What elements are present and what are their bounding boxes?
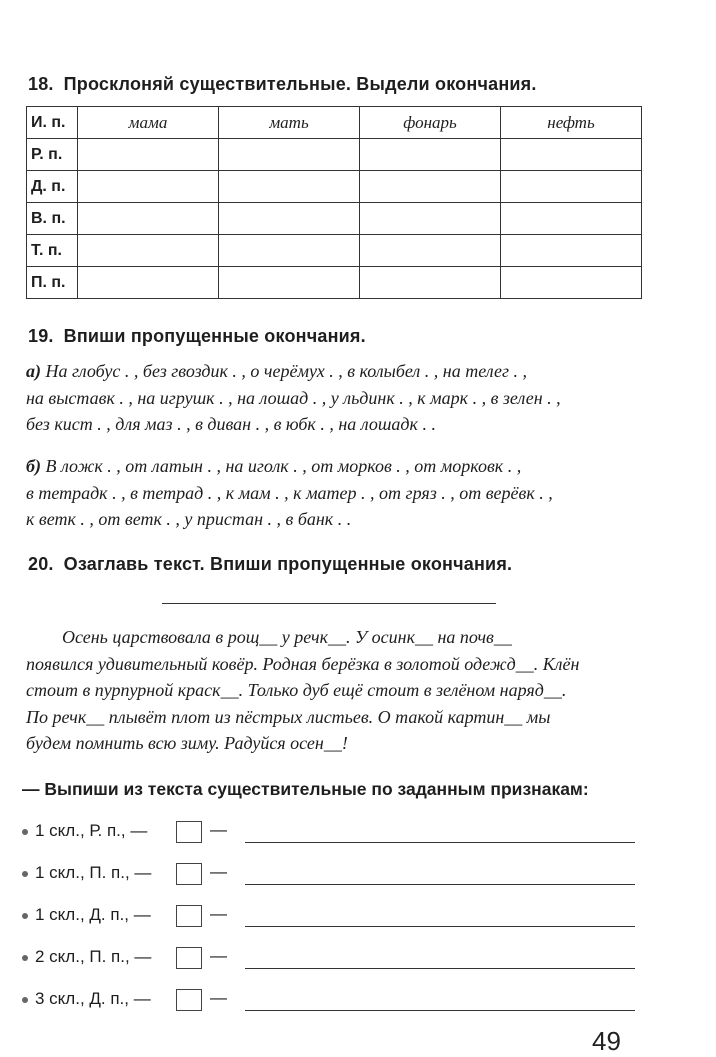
story-line: По речк__ плывёт плот из пёстрых листьев. О такой картин__ мы bbox=[26, 706, 551, 727]
declension-table bbox=[26, 106, 642, 299]
exercise-text: На глобус . , без гвоздик . , о черёмух . , в колыбел . , на телег . , bbox=[41, 361, 528, 381]
exercise-text: В ложк . , от латын . , на иголк . , от морков . , от морковк . , bbox=[40, 456, 522, 476]
answer-box[interactable] bbox=[176, 989, 202, 1011]
answer-row bbox=[22, 904, 642, 930]
answer-row bbox=[22, 946, 642, 972]
answer-cell[interactable] bbox=[78, 235, 219, 267]
exercise-label: б) bbox=[26, 456, 41, 476]
task-text: Впиши пропущенные окончания. bbox=[63, 326, 366, 346]
answer-cell[interactable] bbox=[501, 139, 642, 171]
task-number: 18. bbox=[28, 74, 54, 94]
row-dash: — bbox=[210, 862, 227, 881]
exercise-line: к ветк . , от ветк . , у пристан . , в банк . . bbox=[26, 509, 352, 529]
exercise-line: на выставк . , на игрушк . , на лошад . , у льдинк . , к марк . , в зелен . , bbox=[26, 387, 561, 408]
answer-cell[interactable] bbox=[360, 139, 501, 171]
exercise-line bbox=[26, 358, 646, 385]
task-20-title bbox=[28, 554, 512, 575]
row-dash: — bbox=[210, 820, 227, 839]
answer-box[interactable] bbox=[176, 821, 202, 843]
table-row bbox=[27, 203, 642, 235]
story-line: появился удивительный ковёр. Родная берёзка в золотой одежд__. Клён bbox=[26, 653, 580, 674]
row-label: 2 скл., П. п., — bbox=[35, 947, 152, 966]
answer-row bbox=[22, 862, 642, 888]
answer-cell[interactable] bbox=[78, 203, 219, 235]
answer-line[interactable] bbox=[245, 926, 635, 927]
answer-cell[interactable] bbox=[219, 139, 360, 171]
row-label: 1 скл., П. п., — bbox=[35, 863, 152, 882]
table-row bbox=[27, 139, 642, 171]
bullet-icon bbox=[22, 829, 28, 835]
answer-cell[interactable] bbox=[360, 235, 501, 267]
answer-cell[interactable] bbox=[501, 203, 642, 235]
answer-cell[interactable] bbox=[219, 203, 360, 235]
exercise-line bbox=[26, 453, 646, 480]
answer-row bbox=[22, 988, 642, 1014]
table-row bbox=[27, 267, 642, 299]
answer-cell[interactable] bbox=[219, 267, 360, 299]
case-label: Д. п. bbox=[27, 171, 78, 203]
answer-cell[interactable] bbox=[360, 171, 501, 203]
task-text: Просклоняй существительные. Выдели окончания. bbox=[63, 74, 537, 94]
noun-header: нефть bbox=[501, 107, 642, 139]
answer-cell[interactable] bbox=[219, 235, 360, 267]
table-row bbox=[27, 235, 642, 267]
task-text: Озаглавь текст. Впиши пропущенные окончания. bbox=[63, 554, 513, 574]
case-label: П. п. bbox=[27, 267, 78, 299]
row-dash: — bbox=[210, 946, 227, 965]
bullet-icon bbox=[22, 871, 28, 877]
exercise-label: а) bbox=[26, 361, 41, 381]
table-row bbox=[27, 107, 642, 139]
answer-box[interactable] bbox=[176, 947, 202, 969]
answer-cell[interactable] bbox=[501, 235, 642, 267]
noun-header: мама bbox=[78, 107, 219, 139]
exercise-b bbox=[26, 453, 646, 533]
task-number: 19. bbox=[28, 326, 54, 346]
case-label: Т. п. bbox=[27, 235, 78, 267]
answer-line[interactable] bbox=[245, 842, 635, 843]
bullet-icon bbox=[22, 997, 28, 1003]
answer-line[interactable] bbox=[245, 968, 635, 969]
story-line: стоит в пурпурной краск__. Только дуб ещё стоит в зелёном наряд__. bbox=[26, 680, 567, 700]
case-label: В. п. bbox=[27, 203, 78, 235]
noun-header: фонарь bbox=[360, 107, 501, 139]
row-dash: — bbox=[210, 904, 227, 923]
exercise-line: в тетрадк . , в тетрад . , к мам . , к матер . , от гряз . , от верёвк . , bbox=[26, 482, 553, 503]
answer-cell[interactable] bbox=[219, 171, 360, 203]
story-text bbox=[26, 651, 642, 757]
answer-cell[interactable] bbox=[78, 139, 219, 171]
noun-header: мать bbox=[219, 107, 360, 139]
story-text bbox=[26, 624, 642, 651]
bullet-icon bbox=[22, 913, 28, 919]
row-dash: — bbox=[210, 988, 227, 1007]
task-number: 20. bbox=[28, 554, 54, 574]
answer-line[interactable] bbox=[245, 884, 635, 885]
bullet-icon bbox=[22, 955, 28, 961]
story-line: Осень царствовала в рощ__ у речк__. У осинк__ на почв__ bbox=[62, 627, 512, 647]
answer-cell[interactable] bbox=[501, 267, 642, 299]
answer-cell[interactable] bbox=[360, 267, 501, 299]
row-label: 1 скл., Д. п., — bbox=[35, 905, 151, 924]
page-number: 49 bbox=[592, 1026, 621, 1056]
table-row bbox=[27, 171, 642, 203]
answer-line[interactable] bbox=[245, 1010, 635, 1011]
exercise-line: без кист . , для маз . , в диван . , в юбк . , на лошадк . . bbox=[26, 414, 436, 434]
answer-cell[interactable] bbox=[78, 267, 219, 299]
subtask-instruction: — Выпиши из текста существительные по заданным признакам: bbox=[22, 779, 589, 799]
answer-cell[interactable] bbox=[78, 171, 219, 203]
answer-box[interactable] bbox=[176, 905, 202, 927]
case-label: И. п. bbox=[27, 107, 78, 139]
answer-cell[interactable] bbox=[501, 171, 642, 203]
task-19-title bbox=[28, 326, 366, 347]
answer-row bbox=[22, 820, 642, 846]
row-label: 1 скл., Р. п., — bbox=[35, 821, 148, 840]
task-18-title bbox=[28, 74, 537, 95]
title-answer-line[interactable] bbox=[162, 603, 496, 604]
answer-cell[interactable] bbox=[360, 203, 501, 235]
case-label: Р. п. bbox=[27, 139, 78, 171]
row-label: 3 скл., Д. п., — bbox=[35, 989, 151, 1008]
exercise-a bbox=[26, 358, 646, 438]
story-line: будем помнить всю зиму. Радуйся осен__! bbox=[26, 733, 348, 753]
answer-box[interactable] bbox=[176, 863, 202, 885]
